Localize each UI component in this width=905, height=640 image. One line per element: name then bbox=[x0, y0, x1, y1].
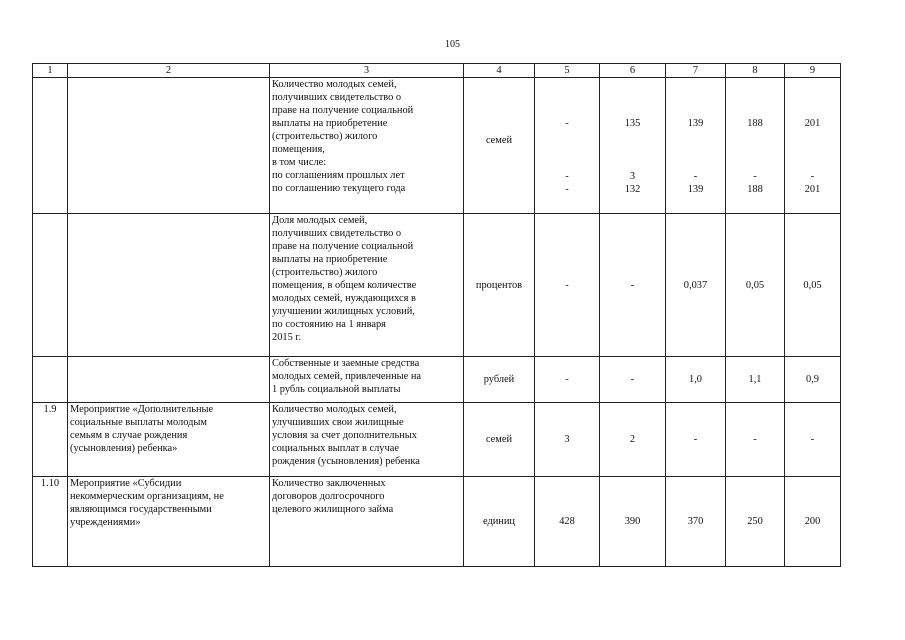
indicators-table bbox=[32, 63, 841, 567]
indicator-name: Собственные и заемные средства молодых семей, привлеченные на 1 рубль социальной выплаты bbox=[270, 357, 464, 403]
value-cell: - bbox=[600, 357, 666, 403]
column-number: 2 bbox=[68, 64, 270, 78]
measure-name bbox=[68, 214, 270, 357]
row-number bbox=[33, 357, 68, 403]
column-number: 5 bbox=[535, 64, 600, 78]
row-number bbox=[33, 78, 68, 214]
value-cell: - bbox=[785, 403, 841, 477]
column-number: 7 bbox=[666, 64, 726, 78]
value-cell: 1,0 bbox=[666, 357, 726, 403]
value-cell: 428 bbox=[535, 477, 600, 567]
value-cell: 201 - 201 bbox=[785, 78, 841, 214]
value-cell: 0,037 bbox=[666, 214, 726, 357]
value-cell: 390 bbox=[600, 477, 666, 567]
unit-cell: рублей bbox=[464, 357, 535, 403]
row-number: 1.10 bbox=[33, 477, 68, 567]
table-row bbox=[33, 477, 841, 567]
value-cell: 0,9 bbox=[785, 357, 841, 403]
value-cell: 188 - 188 bbox=[726, 78, 785, 214]
measure-name bbox=[68, 78, 270, 214]
unit-cell: процентов bbox=[464, 214, 535, 357]
value-cell: 370 bbox=[666, 477, 726, 567]
unit-cell: единиц bbox=[464, 477, 535, 567]
value-cell: - bbox=[535, 214, 600, 357]
value-cell: 1,1 bbox=[726, 357, 785, 403]
column-number: 3 bbox=[270, 64, 464, 78]
value-cell: - bbox=[535, 357, 600, 403]
indicator-name: Количество молодых семей, получивших свидетельство о праве на получение социальной выплаты на приобретение (строительство) жилого помещения, в том числе: по соглашениям прошлых лет по соглашению текущего года bbox=[270, 78, 464, 214]
measure-name: Мероприятие «Дополнительные социальные выплаты молодым семьям в случае рождения (усыновления) ребенка» bbox=[68, 403, 270, 477]
value-cell: 250 bbox=[726, 477, 785, 567]
unit-cell: семей bbox=[464, 78, 535, 214]
value-cell: 3 bbox=[535, 403, 600, 477]
table-row bbox=[33, 78, 841, 214]
column-number: 9 bbox=[785, 64, 841, 78]
column-number: 4 bbox=[464, 64, 535, 78]
value-cell: 200 bbox=[785, 477, 841, 567]
table-row bbox=[33, 357, 841, 403]
value-cell: - bbox=[726, 403, 785, 477]
measure-name: Мероприятие «Субсидии некоммерческим организациям, не являющимся государственными учреждениями» bbox=[68, 477, 270, 567]
value-cell: - bbox=[666, 403, 726, 477]
table-row bbox=[33, 214, 841, 357]
row-number: 1.9 bbox=[33, 403, 68, 477]
column-number: 1 bbox=[33, 64, 68, 78]
column-number: 6 bbox=[600, 64, 666, 78]
value-cell: - bbox=[600, 214, 666, 357]
column-number-row bbox=[33, 64, 841, 78]
column-number: 8 bbox=[726, 64, 785, 78]
value-cell: 2 bbox=[600, 403, 666, 477]
row-number bbox=[33, 214, 68, 357]
table-row bbox=[33, 403, 841, 477]
value-cell: 135 3 132 bbox=[600, 78, 666, 214]
indicator-name: Количество молодых семей, улучшивших свои жилищные условия за счет дополнительных социальных выплат в случае рождения (усыновления) ребенка bbox=[270, 403, 464, 477]
value-cell: 0,05 bbox=[785, 214, 841, 357]
indicator-name: Доля молодых семей, получивших свидетельство о праве на получение социальной выплаты на приобретение (строительство) жилого помещения, в общем количестве молодых семей, нуждающихся в улучшении жилищных условий, по состоянию на 1 января 2015 г. bbox=[270, 214, 464, 357]
measure-name bbox=[68, 357, 270, 403]
unit-cell: семей bbox=[464, 403, 535, 477]
page-number: 105 bbox=[445, 39, 460, 50]
indicator-name: Количество заключенных договоров долгосрочного целевого жилищного займа bbox=[270, 477, 464, 567]
value-cell: - - - bbox=[535, 78, 600, 214]
value-cell: 0,05 bbox=[726, 214, 785, 357]
value-cell: 139 - 139 bbox=[666, 78, 726, 214]
